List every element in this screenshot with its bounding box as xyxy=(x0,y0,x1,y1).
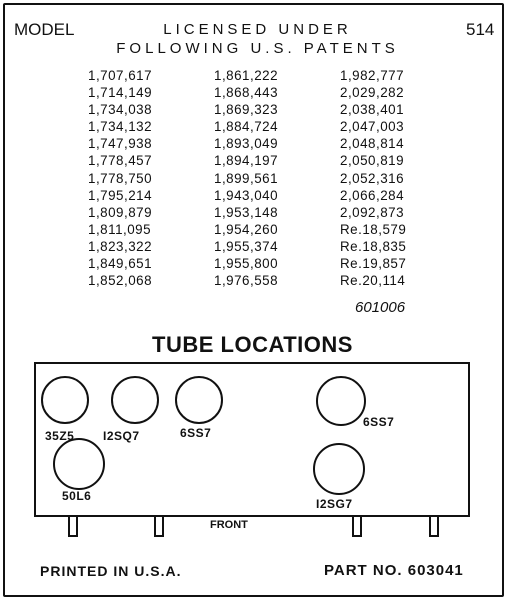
patent-number: 2,092,873 xyxy=(340,204,405,220)
chassis-leg xyxy=(69,516,77,536)
patent-number: 1,707,617 xyxy=(88,68,153,83)
tube-label: 35Z5 xyxy=(45,429,75,443)
model-number: 514 xyxy=(466,20,495,39)
tube-socket-35z5 xyxy=(42,377,88,423)
front-label: FRONT xyxy=(210,519,248,531)
patent-number: 1,899,561 xyxy=(214,170,279,186)
chassis-leg xyxy=(430,516,438,536)
tube-socket-6ss7-right xyxy=(317,377,365,425)
tube-locations-title: TUBE LOCATIONS xyxy=(152,332,353,357)
tube-label: 6SS7 xyxy=(363,415,395,429)
patent-number: 2,050,819 xyxy=(340,153,405,169)
tube-socket-6ss7-left xyxy=(176,377,222,423)
patent-number: 1,809,879 xyxy=(88,204,153,220)
patent-number: 1,884,724 xyxy=(214,119,279,135)
part-number: PART NO. 603041 xyxy=(324,562,464,579)
tube-socket-12sg7 xyxy=(314,444,364,494)
patent-number: 1,894,197 xyxy=(214,153,279,169)
chassis-leg xyxy=(353,516,361,536)
patent-number: 1,778,457 xyxy=(88,153,153,169)
patent-number: 2,052,316 xyxy=(340,170,405,186)
patent-number: 2,048,814 xyxy=(340,136,405,152)
tube-socket-50l6 xyxy=(54,439,104,489)
patent-number: 1,714,149 xyxy=(88,85,153,101)
patent-number: 1,868,443 xyxy=(214,85,279,101)
patent-number: 1,893,049 xyxy=(214,136,279,152)
patent-number: 1,734,038 xyxy=(88,102,153,118)
tube-socket-12sq7 xyxy=(112,377,158,423)
patent-number: 1,778,750 xyxy=(88,170,153,186)
chassis-outline xyxy=(35,363,469,516)
tube-label: 6SS7 xyxy=(180,426,212,440)
chassis-leg xyxy=(155,516,163,536)
patent-number: 1,823,322 xyxy=(88,238,153,254)
patent-number: 1,869,323 xyxy=(214,102,279,118)
model-label: MODEL xyxy=(14,20,75,39)
patent-number: 1,852,068 xyxy=(88,273,153,289)
patent-number: 1,811,095 xyxy=(88,221,152,237)
patent-number: 1,747,938 xyxy=(88,136,153,152)
patent-number: 1,861,222 xyxy=(214,68,279,83)
tube-label: I2SQ7 xyxy=(103,429,140,443)
patent-number: 1,982,777 xyxy=(340,68,405,83)
patent-number: 1,795,214 xyxy=(88,187,153,203)
patent-number: 1,976,558 xyxy=(214,273,279,289)
patent-number: Re.19,857 xyxy=(340,256,407,272)
license-heading-line-1: LICENSED UNDER xyxy=(163,21,352,38)
patent-number: 1,849,651 xyxy=(88,256,153,272)
tube-label: I2SG7 xyxy=(316,497,353,511)
patent-number: Re.18,835 xyxy=(340,238,407,254)
printed-in-label: PRINTED IN U.S.A. xyxy=(40,563,182,579)
patent-number: 2,038,401 xyxy=(340,102,405,118)
patent-number: 1,943,040 xyxy=(214,187,279,203)
patent-number: 1,955,374 xyxy=(214,238,279,254)
code-number: 601006 xyxy=(355,299,406,316)
patent-number: 1,954,260 xyxy=(214,221,279,237)
patent-number: 2,029,282 xyxy=(340,85,405,101)
license-heading-line-2: FOLLOWING U.S. PATENTS xyxy=(116,40,399,57)
patent-number: 2,066,284 xyxy=(340,187,405,203)
tube-label: 50L6 xyxy=(62,489,92,503)
patent-number: Re.18,579 xyxy=(340,221,407,237)
patent-number: 1,955,800 xyxy=(214,256,279,272)
patent-number: 1,953,148 xyxy=(214,204,279,220)
patent-number: 2,047,003 xyxy=(340,119,405,135)
patent-number: 1,734,132 xyxy=(88,119,153,135)
patent-number: Re.20,114 xyxy=(340,273,406,289)
